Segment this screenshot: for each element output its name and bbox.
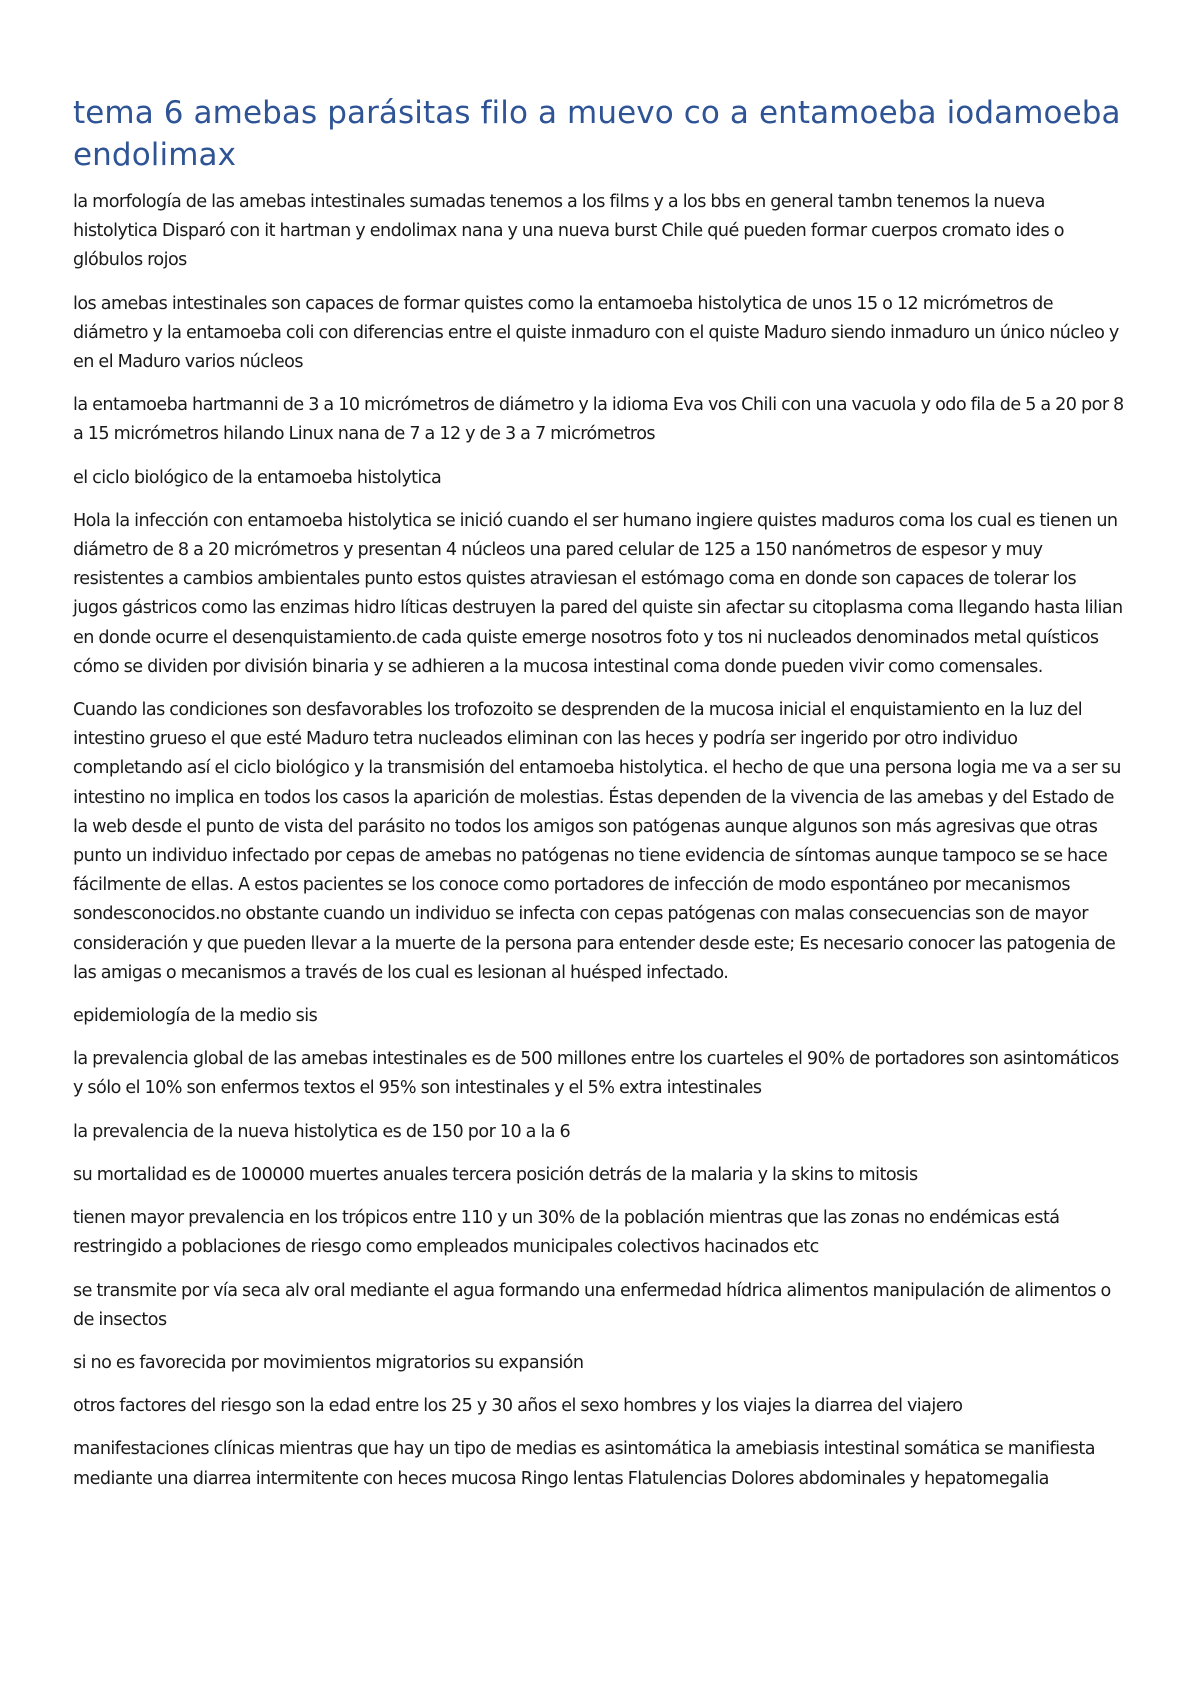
paragraph-expansion: si no es favorecida por movimientos migratorios su expansión xyxy=(73,1352,584,1373)
paragraph-morfologia: la morfología de las amebas intestinales sumadas tenemos a los films y a los bbs en general tambn tenemos la nueva histolytica Disparó con it hartman y endolimax nana y una nueva burst Chile qué pueden formar cuerpos cromato ides o glóbulos rojos xyxy=(73,192,1064,271)
paragraph-ciclo-heading: el ciclo biológico de la entamoeba histolytica xyxy=(73,467,442,488)
paragraph-manifestaciones: manifestaciones clínicas mientras que hay un tipo de medias es asintomática la amebiasis intestinal somática se manifiesta mediante una diarrea intermitente con heces mucosa Ringo lentas Flatulencias Dolores abdominales y hepatomegalia xyxy=(73,1439,1095,1489)
paragraph-condiciones: Cuando las condiciones son desfavorables los trofozoito se desprenden de la mucosa inicial el enquistamiento en la luz del intestino grueso el que esté Maduro tetra nucleados eliminan con las heces y podría ser ingerido por otro individuo completando así el ciclo biológico y la transmisión del entamoeba histolytica. el hecho de que una persona logia me va a ser su intestino no implica en todos los casos la aparición de molestias. Éstas dependen de la vivencia de las amebas y del Estado de la web desde el punto de vista del parásito no todos los amigos son patógenas aunque algunos son más agresivas que otras punto un individuo infectado por cepas de amebas no patógenas no tiene evidencia de síntomas aunque tampoco se se hace fácilmente de ellas. A estos pacientes se los conoce como portadores de infección de modo espontáneo por mecanismos sondesconocidos.no obstante cuando un individuo se infecta con cepas patógenas con malas consecuencias son de mayor consideración y que pueden llevar a la muerte de la persona para entender desde este; Es necesario conocer las patogenia de las amigas o mecanismos a través de los cual es lesionan al huésped infectado. xyxy=(73,700,1121,983)
paragraph-prevalencia-global: la prevalencia global de las amebas intestinales es de 500 millones entre los cuarteles el 90% de portadores son asintomáticos y sólo el 10% son enfermos textos el 95% son intestinales y el 5% extra intestinales xyxy=(73,1049,1119,1099)
paragraph-transmision: se transmite por vía seca alv oral mediante el agua formando una enfermedad hídrica alimentos manipulación de alimentos o de insectos xyxy=(73,1280,1111,1330)
paragraph-factores-riesgo: otros factores del riesgo son la edad entre los 25 y 30 años el sexo hombres y los viajes la diarrea del viajero xyxy=(73,1396,963,1417)
paragraph-prevalencia-histolytica: la prevalencia de la nueva histolytica es de 150 por 10 a la 6 xyxy=(73,1121,571,1142)
paragraph-tropicos: tienen mayor prevalencia en los trópicos entre 110 y un 30% de la población mientras que las zonas no endémicas está restringido a poblaciones de riesgo como empleados municipales colectivos hacinados etc xyxy=(73,1208,1060,1258)
paragraph-mortalidad: su mortalidad es de 100000 muertes anuales tercera posición detrás de la malaria y la skins to mitosis xyxy=(73,1164,918,1185)
document-title: tema 6 amebas parásitas filo a muevo co a entamoeba iodamoeba endolimax xyxy=(73,95,1121,173)
paragraph-infeccion: Hola la infección con entamoeba histolytica se inició cuando el ser humano ingiere quistes maduros coma los cual es tienen un diámetro de 8 a 20 micrómetros y presentan 4 núcleos una pared celular de 125 a 150 nanómetros de espesor y muy resistentes a cambios ambientales punto estos quistes atraviesan el estómago coma en donde son capaces de tolerar los jugos gástricos como las enzimas hidro líticas destruyen la pared del quiste sin afectar su citoplasma coma llegando hasta lilian en donde ocurre el desenquistamiento.de cada quiste emerge nosotros foto y tos ni nucleados denominados metal quísticos cómo se dividen por división binaria y se adhieren a la mucosa intestinal coma donde pueden vivir como comensales. xyxy=(73,510,1123,677)
paragraph-quistes: los amebas intestinales son capaces de formar quistes como la entamoeba histolytica de unos 15 o 12 micrómetros de diámetro y la entamoeba coli con diferencias entre el quiste inmaduro con el quiste Maduro siendo inmaduro un único núcleo y en el Maduro varios núcleos xyxy=(73,293,1119,373)
paragraph-hartmanni: la entamoeba hartmanni de 3 a 10 micrómetros de diámetro y la idioma Eva vos Chili con una vacuola y odo fila de 5 a 20 por 8 a 15 micrómetros hilando Linux nana de 7 a 12 y de 3 a 7 micrómetros xyxy=(73,395,1124,445)
paragraph-epidemiologia-heading: epidemiología de la medio sis xyxy=(73,1006,318,1027)
